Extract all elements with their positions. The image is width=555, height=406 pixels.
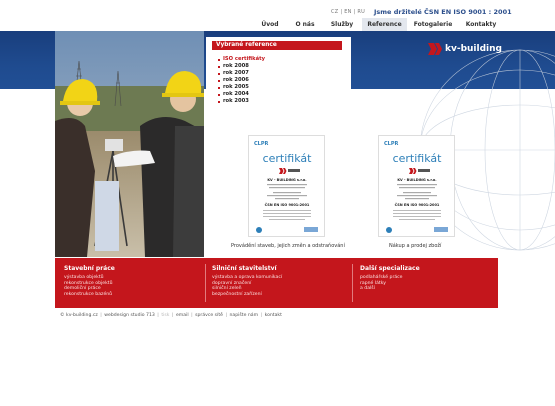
nav-item-kontakty[interactable]: Kontakty (465, 21, 497, 28)
reference-link-2006[interactable]: rok 2006 (223, 77, 265, 84)
certificate-document (379, 136, 454, 236)
footer-copyright: © kv-building.cz (60, 313, 98, 318)
column-list (64, 275, 115, 297)
footer-sep: | (100, 313, 102, 318)
logo-text: kv-building (445, 44, 502, 54)
certificate-standard: ČSN EN ISO 9001:2001 (264, 203, 310, 207)
column-title[interactable]: Další specializace (360, 265, 420, 272)
lang-cz[interactable]: CZ (331, 9, 339, 15)
services-column (64, 265, 115, 297)
lang-en[interactable]: EN (344, 9, 352, 15)
services-column (212, 265, 282, 297)
references-title: Vybrané reference (212, 41, 342, 50)
language-switcher (330, 9, 366, 15)
surveyors-image (55, 31, 204, 257)
certificate-caption: Nákup a prodej zboží (389, 243, 442, 249)
reference-link-2008[interactable]: rok 2008 (223, 63, 265, 70)
reference-link-2005[interactable]: rok 2005 (223, 84, 265, 91)
footer-sep: | (225, 313, 227, 318)
footer-sep: | (260, 313, 263, 318)
certificate-card[interactable] (248, 135, 325, 237)
service-link[interactable]: silniční zeleň (212, 286, 242, 292)
footer-link-print[interactable]: tisk (161, 313, 170, 318)
footer-link-write[interactable]: napište nám (229, 313, 259, 318)
footer-link-email[interactable]: email (175, 313, 189, 318)
footer-sep: | (157, 313, 159, 318)
nav-item-sluzby[interactable]: Služby (330, 21, 354, 28)
service-link[interactable]: bezpečnostní zařízení (212, 291, 262, 297)
lang-sep: | (353, 9, 356, 15)
certificate-caption: Provádění staveb, jejich změn a odstraňování (231, 243, 345, 249)
service-link[interactable]: rapné látky (360, 280, 386, 286)
certificate-document (249, 136, 324, 236)
column-title[interactable]: Silniční stavitelství (212, 265, 277, 272)
footer-sep: | (191, 313, 193, 318)
brand-logo[interactable] (428, 43, 502, 55)
lang-ru[interactable]: RU (357, 9, 365, 15)
service-link[interactable]: a další (360, 286, 375, 292)
footer (60, 313, 282, 318)
column-divider (352, 264, 353, 302)
reference-link-2007[interactable]: rok 2007 (223, 70, 265, 77)
svg-text:CLPR: CLPR (254, 141, 269, 147)
footer-link-contact[interactable]: kontakt (264, 313, 282, 318)
service-link[interactable]: podlahářské práce (360, 275, 403, 280)
column-list (212, 275, 282, 297)
service-link[interactable]: výstavba objektů (64, 275, 104, 280)
nav-item-uvod[interactable]: Úvod (261, 21, 279, 28)
lang-sep: | (340, 9, 343, 15)
footer-link-admin[interactable]: správce sítě (195, 313, 223, 318)
column-divider (205, 264, 206, 302)
column-list (360, 275, 420, 292)
reference-link-iso[interactable]: ISO certifikáty (223, 56, 265, 62)
footer-link-webdesign[interactable]: webdesign studio 713 (104, 313, 155, 318)
service-link[interactable]: dopravní značení (212, 280, 252, 286)
reference-link-2004[interactable]: rok 2004 (223, 91, 265, 98)
service-link[interactable]: výstavba a oprava komunikací (212, 275, 283, 280)
svg-text:CLPR: CLPR (384, 141, 399, 147)
reference-link-2003[interactable]: rok 2003 (223, 98, 265, 105)
nav-item-fotogalerie[interactable]: Fotogalerie (413, 21, 453, 28)
service-link[interactable]: rekonstrukce objektů (64, 280, 113, 286)
certificate-company: KV - BUILDING s.r.o. (267, 178, 307, 182)
references-list (223, 56, 265, 105)
column-title[interactable]: Stavební práce (64, 265, 115, 272)
certificate-standard: ČSN EN ISO 9001:2001 (394, 203, 440, 207)
footer-sep: | (171, 313, 174, 318)
hero-photo (55, 31, 204, 257)
nav-item-reference[interactable]: Reference (362, 18, 407, 31)
kv-logo-icon (428, 43, 442, 55)
service-link[interactable]: rekonstrukce bazénů (64, 291, 113, 297)
certificate-company: KV - BUILDING s.r.o. (397, 178, 437, 182)
certificate-heading: certifikát (392, 152, 442, 165)
certificate-heading: certifikát (262, 152, 312, 165)
certificate-card[interactable] (378, 135, 455, 237)
service-link[interactable]: demoliční práce (64, 286, 101, 292)
main-nav (252, 18, 503, 31)
services-column (360, 265, 420, 292)
nav-item-o-nas[interactable]: O nás (295, 21, 315, 28)
iso-claim: Jsme držitelé ČSN EN ISO 9001 : 2001 (374, 8, 512, 16)
